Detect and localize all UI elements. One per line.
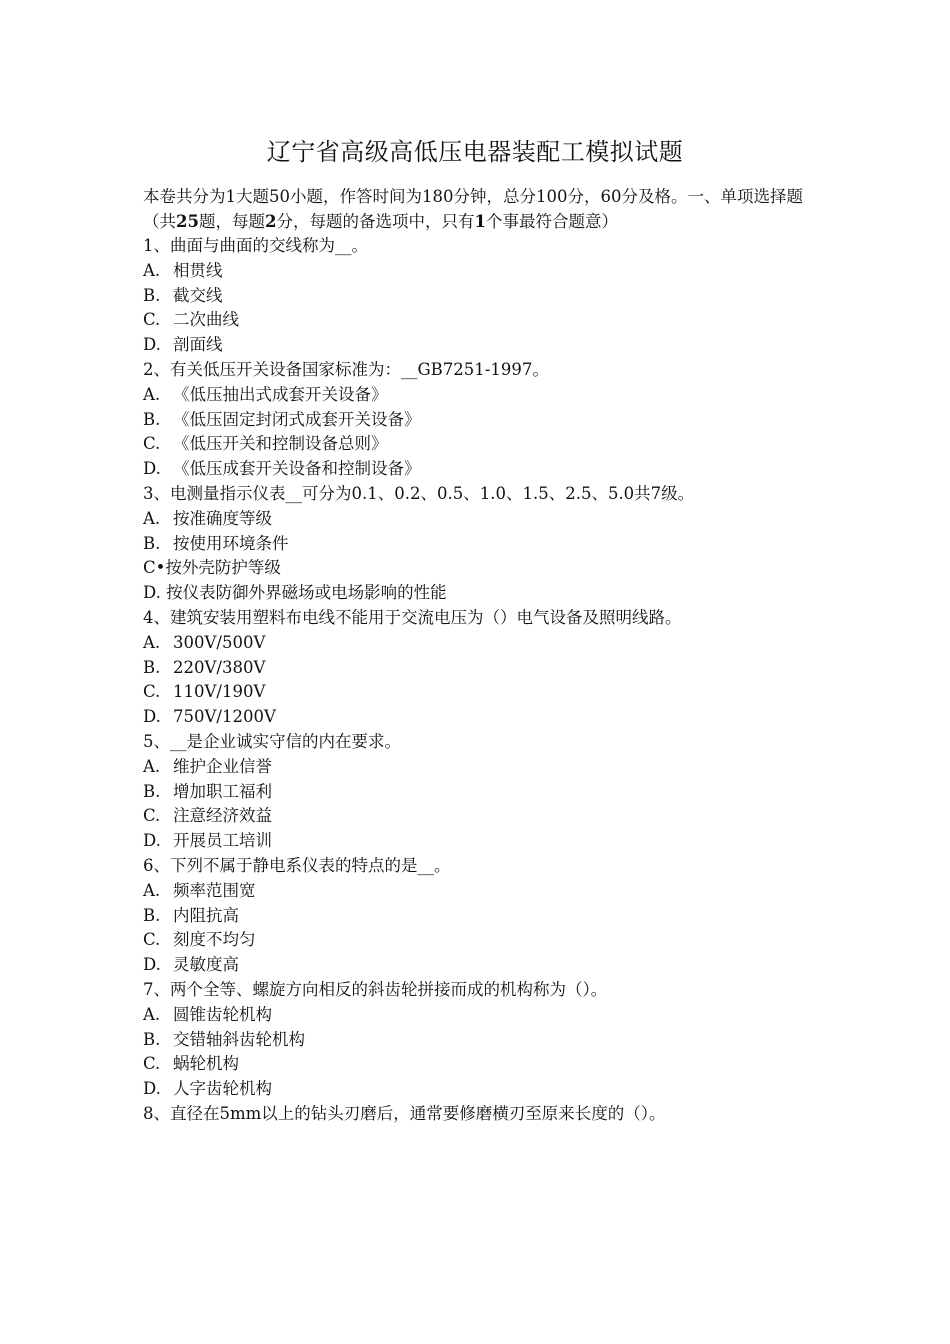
option-letter: C. [143,930,161,950]
option-letter: B. [143,905,161,925]
option-letter: D. [143,707,161,727]
option-letter: C• [143,558,166,578]
answer-option [143,755,823,780]
answer-option [143,383,823,408]
answer-option [143,953,823,978]
option-text: 频率范围宽 [173,880,256,900]
option-text: 按仪表防御外界磁场或电场影响的性能 [166,583,447,603]
option-letter: C. [143,1054,161,1074]
answer-option [143,507,823,532]
option-text: 注意经济效益 [173,806,272,826]
option-letter: C. [143,682,161,702]
answer-option [143,581,823,606]
option-letter: A. [143,880,161,900]
option-letter: D. [143,335,161,355]
answer-option [143,804,823,829]
answer-option [143,680,823,705]
document-body [143,184,823,1127]
option-letter: B. [143,781,161,801]
option-text: 按外壳防护等级 [165,558,281,578]
option-text: 圆锥齿轮机构 [173,1004,272,1024]
option-letter: B. [143,409,161,429]
option-text: 《低压固定封闭式成套开关设备》 [173,409,421,429]
option-text: 110V/190V [173,682,266,702]
option-letter: D. [143,955,161,975]
option-letter: D. [143,831,161,851]
option-letter: A. [143,756,161,776]
option-text: 增加职工福利 [173,781,272,801]
intro-text-2: 题，每题 [198,212,265,231]
intro-text-4: 个事最符合题意） [485,212,618,231]
option-letter: C. [143,806,161,826]
answer-option [143,1077,823,1102]
option-letter: A. [143,1004,161,1024]
option-text: 《低压开关和控制设备总则》 [173,434,388,454]
option-text: 按准确度等级 [173,508,272,528]
intro-text-3: 分，每题的备选项中，只有 [276,212,475,231]
option-text: 交错轴斜齿轮机构 [173,1029,305,1049]
answer-option [143,1052,823,1077]
question-stem: 4、建筑安装用塑料布电线不能用于交流电压为（）电气设备及照明线路。 [143,607,682,627]
answer-option [143,432,823,457]
option-letter: D. [143,1079,161,1099]
option-letter: B. [143,533,161,553]
option-letter: B. [143,285,161,305]
option-text: 相贯线 [173,260,223,280]
option-text: 灵敏度高 [173,955,239,975]
option-letter: D. [143,583,161,603]
option-text: 220V/380V [173,657,266,677]
option-text: 维护企业信誉 [173,756,272,776]
answer-option [143,556,823,581]
intro-question-count: 25 [176,212,199,231]
answer-option [143,284,823,309]
option-letter: A. [143,384,161,404]
question-stem: 2、有关低压开关设备国家标准为：__GB7251-1997。 [143,359,549,379]
question-stem: 8、直径在5mm以上的钻头刃磨后，通常要修磨横刃至原来长度的（）。 [143,1103,666,1123]
option-text: 蜗轮机构 [173,1054,239,1074]
option-text: 300V/500V [173,632,266,652]
answer-option [143,904,823,929]
document-title: 辽宁省高级高低压电器装配工模拟试题 [266,138,684,166]
option-letter: A. [143,260,161,280]
option-letter: D. [143,459,161,479]
option-text: 截交线 [173,285,223,305]
question-list [143,234,823,1127]
answer-option [143,928,823,953]
answer-option [143,532,823,557]
question-stem: 7、两个全等、螺旋方向相反的斜齿轮拼接而成的机构称为（）。 [143,979,608,999]
answer-option [143,308,823,333]
option-text: 750V/1200V [173,707,276,727]
answer-option [143,656,823,681]
option-letter: C. [143,310,161,330]
option-letter: C. [143,434,161,454]
option-letter: A. [143,632,161,652]
option-text: 开展员工培训 [173,831,272,851]
answer-option [143,829,823,854]
question-stem: 3、电测量指示仪表__可分为0.1、0.2、0.5、1.0、1.5、2.5、5.0共7级。 [143,483,695,503]
answer-option [143,259,823,284]
answer-option [143,1003,823,1028]
answer-option [143,705,823,730]
option-letter: B. [143,1029,161,1049]
option-text: 内阻抗高 [173,905,239,925]
option-text: 刻度不均匀 [173,930,256,950]
option-text: 二次曲线 [173,310,239,330]
question-stem: 5、__是企业诚实守信的内在要求。 [143,731,401,751]
question-stem: 6、下列不属于静电系仪表的特点的是__。 [143,855,451,875]
exam-intro [143,184,823,234]
option-text: 按使用环境条件 [173,533,289,553]
option-letter: B. [143,657,161,677]
intro-one: 1 [474,212,486,231]
option-text: 《低压抽出式成套开关设备》 [173,384,388,404]
option-text: 剖面线 [173,335,223,355]
option-text: 人字齿轮机构 [173,1079,272,1099]
answer-option [143,879,823,904]
answer-option [143,333,823,358]
question-stem: 1、曲面与曲面的交线称为__。 [143,236,368,255]
intro-text-1: 本卷共分为1大题50小题，作答时间为180分钟，总分100分，60分及格。一、单项选择题（共 [143,187,803,231]
answer-option [143,780,823,805]
option-text: 《低压成套开关设备和控制设备》 [173,459,421,479]
answer-option [143,1028,823,1053]
intro-points: 2 [264,212,277,231]
answer-option [143,631,823,656]
option-letter: A. [143,508,161,528]
answer-option [143,408,823,433]
answer-option [143,457,823,482]
